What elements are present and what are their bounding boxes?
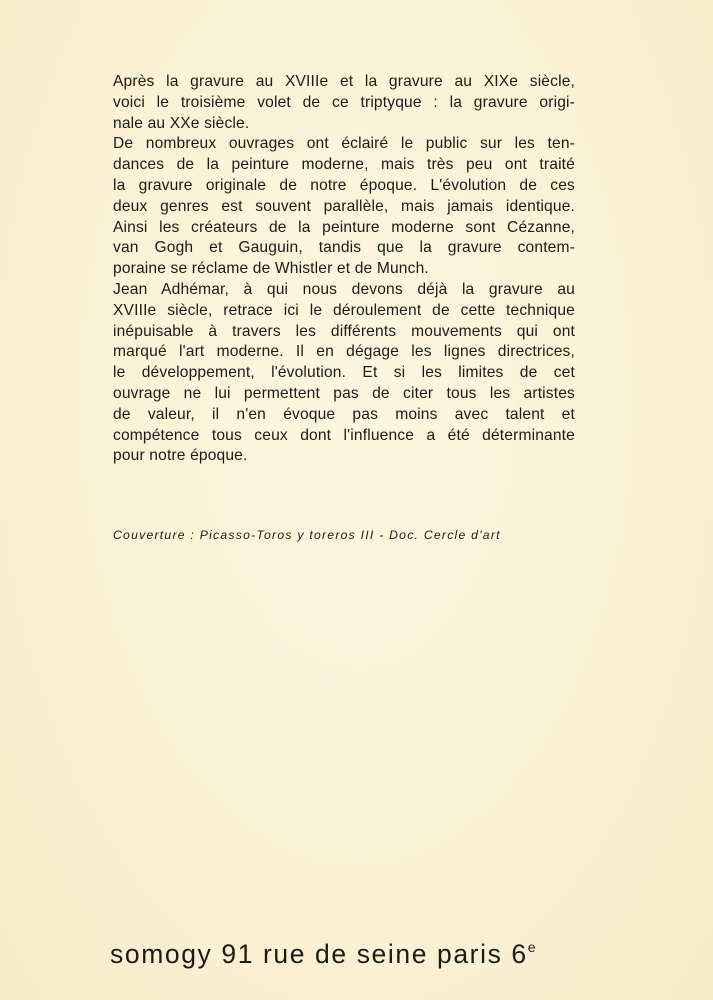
text-line: marqué l'art moderne. Il en dégage les lignes directrices,: [113, 343, 575, 361]
text-line: poraine se réclame de Whistler et de Munch.: [113, 260, 429, 278]
text-line: nale au XXe siècle.: [113, 114, 250, 132]
text-line: la gravure originale de notre époque. L'évolution de ces: [113, 176, 575, 194]
text-line: van Gogh et Gauguin, tandis que la gravure contem-: [113, 239, 575, 257]
text-line: De nombreux ouvrages ont éclairé le public sur les ten-: [113, 135, 575, 153]
text-line: le développement, l'évolution. Et si les limites de cet: [113, 364, 575, 382]
cover-caption: Couverture : Picasso-Toros y toreros III - Doc. Cercle d'art: [113, 528, 501, 542]
description-text: [113, 72, 575, 467]
text-line: deux genres est souvent parallèle, mais jamais identique.: [113, 197, 575, 215]
text-line: ouvrage ne lui permettent pas de citer tous les artistes: [113, 384, 575, 402]
publisher-text: somogy 91 rue de seine paris 6: [110, 939, 528, 969]
text-line: XVIIIe siècle, retrace ici le déroulement de cette technique: [113, 301, 575, 319]
text-line: Jean Adhémar, à qui nous devons déjà la gravure au: [113, 280, 575, 298]
text-line: compétence tous ceux dont l'influence a été déterminante: [113, 426, 575, 444]
text-line: Ainsi les créateurs de la peinture moderne sont Cézanne,: [113, 218, 575, 236]
text-line: voici le troisième volet de ce triptyque : la gravure origi-: [113, 93, 575, 111]
text-line: Après la gravure au XVIIIe et la gravure au XIXe siècle,: [113, 73, 575, 90]
text-line: de valeur, il n'en évoque pas moins avec talent et: [113, 405, 575, 423]
text-line: inépuisable à travers les différents mouvements qui ont: [113, 322, 575, 340]
publisher-superscript: e: [527, 939, 536, 955]
text-line: dances de la peinture moderne, mais très peu ont traité: [113, 156, 575, 174]
text-line: pour notre époque.: [113, 447, 248, 465]
publisher-address: [110, 939, 536, 970]
